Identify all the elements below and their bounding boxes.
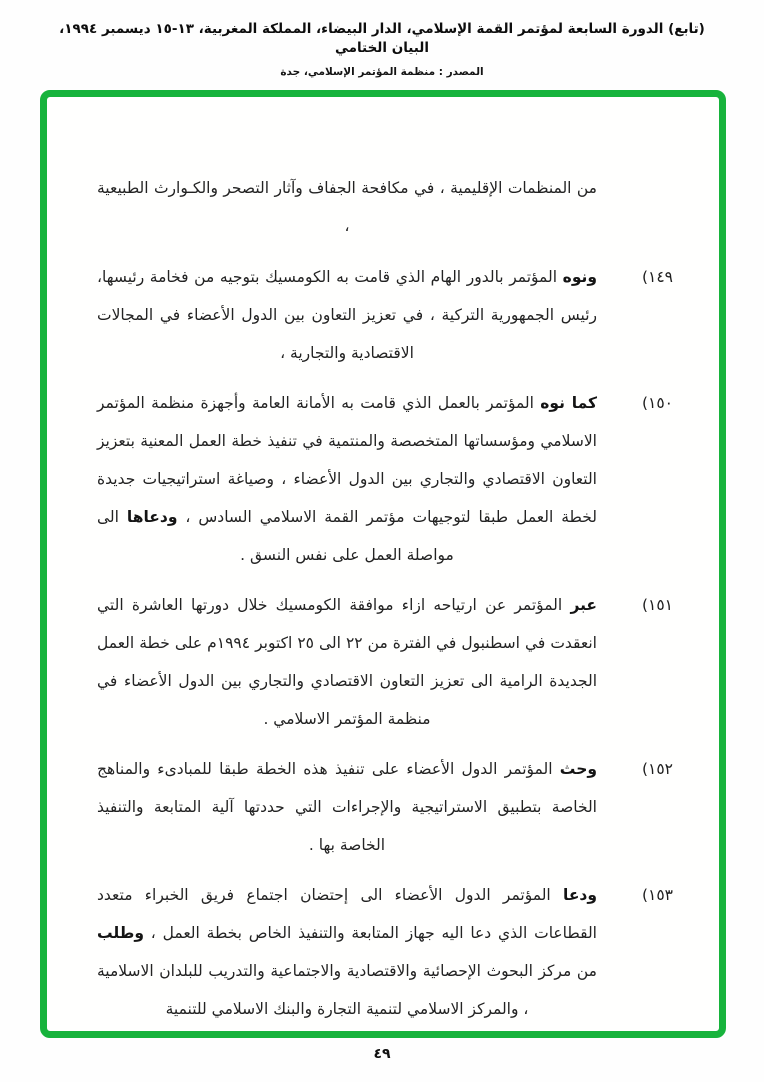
- page-number: ٤٩: [373, 1046, 391, 1062]
- paragraph-153: [97, 876, 673, 1028]
- header-title: (تابع) الدورة السابعة لمؤتمر القمة الإسلامي، الدار البيضاء، المملكة المغربية، ١٣-١٥ ديسمبر ١٩٩٤، البيان الختامي: [59, 21, 705, 56]
- paragraph-text: المؤتمر الدول الأعضاء على تنفيذ هذه الخطة طبقا للمبادىء والمناهج الخاصة بتطبيق الاستراتيجية والإجراءات التي حددتها آلية المتابعة والتنفيذ الخاصة بها .: [97, 760, 597, 854]
- paragraph-number: ١٥٠): [641, 394, 673, 412]
- paragraph-number: ١٥٢): [641, 760, 673, 778]
- paragraph-152: [97, 750, 673, 864]
- paragraph-body: [97, 586, 597, 738]
- paragraph-149: [97, 258, 673, 372]
- paragraph-body: [97, 384, 597, 574]
- paragraph-text: المؤتمر عن ارتياحه ازاء موافقة الكومسيك خلال دورتها العاشرة التي انعقدت في اسطنبول في الفترة من ٢٢ الى ٢٥ اكتوبر ١٩٩٤م على خطة العمل الجديدة الرامية الى تعزيز التعاون الاقتصادي والتجاري بين الدول الأعضاء في منظمة المؤتمر الاسلامي .: [97, 596, 597, 728]
- paragraph-text: المؤتمر الدول الأعضاء الى إحتضان اجتماع فريق الخبراء متعدد القطاعات الذي دعا اليه جهاز المتابعة والتنفيذ الخاص بخطة العمل ،: [97, 886, 597, 942]
- paragraph-body: [97, 750, 597, 864]
- paragraph-lead-2: ودعاها: [126, 508, 178, 526]
- paragraph-number: ١٤٩): [641, 268, 673, 286]
- paragraph-text: المؤتمر بالدور الهام الذي قامت به الكومسيك بتوجيه من فخامة رئيسها، رئيس الجمهورية التركية ، في تعزيز التعاون بين الدول الأعضاء في المجالات الاقتصادية والتجارية ،: [97, 268, 597, 362]
- paragraph-lead: عبر: [570, 596, 597, 614]
- page-header: [0, 20, 764, 78]
- paragraph-lead: وحث: [559, 760, 597, 778]
- paragraph-number: ١٥٣): [641, 886, 673, 904]
- paragraph-text-2: من مركز البحوث الإحصائية والاقتصادية والاجتماعية والتدريب للبلدان الاسلامية ، والمركز الاسلامي لتنمية التجارة والبنك الاسلامي للتنمية: [97, 962, 597, 1018]
- paragraph-body: [97, 876, 597, 1028]
- paragraph-text: المؤتمر بالعمل الذي قامت به الأمانة العامة وأجهزة منظمة المؤتمر الاسلامي ومؤسساتها المتخصصة والمنتمية في تنفيذ خطة العمل المعنية بتعزيز التعاون الاقتصادي والتجاري بين الدول الأعضاء ، وصياغة استراتيجيات جديدة لخطة العمل طبقا لتوجيهات مؤتمر القمة الاسلامي السادس ،: [97, 394, 597, 526]
- paragraph-lead: ونوه: [562, 268, 597, 286]
- paragraph-text-2: الى مواصلة العمل على نفس النسق .: [97, 508, 454, 564]
- page-footer: [0, 1046, 764, 1062]
- header-source: المصدر : منظمة المؤتمر الإسلامي، جدة: [280, 66, 484, 78]
- paragraph-intro: من المنظمات الإقليمية ، في مكافحة الجفاف وآثار التصحر والكـوارث الطبيعية ،: [97, 179, 597, 235]
- paragraph-body: [97, 258, 597, 372]
- paragraph-number: ١٥١): [641, 596, 673, 614]
- paragraph-lead: كما نوه: [540, 394, 597, 412]
- paragraph-151: [97, 586, 673, 738]
- document-frame: [40, 90, 726, 1038]
- paragraph-lead-2: وطلب: [97, 924, 144, 942]
- paragraph-lead: ودعا: [563, 886, 597, 904]
- paragraph-150: [97, 384, 673, 574]
- document-content: [47, 97, 719, 1028]
